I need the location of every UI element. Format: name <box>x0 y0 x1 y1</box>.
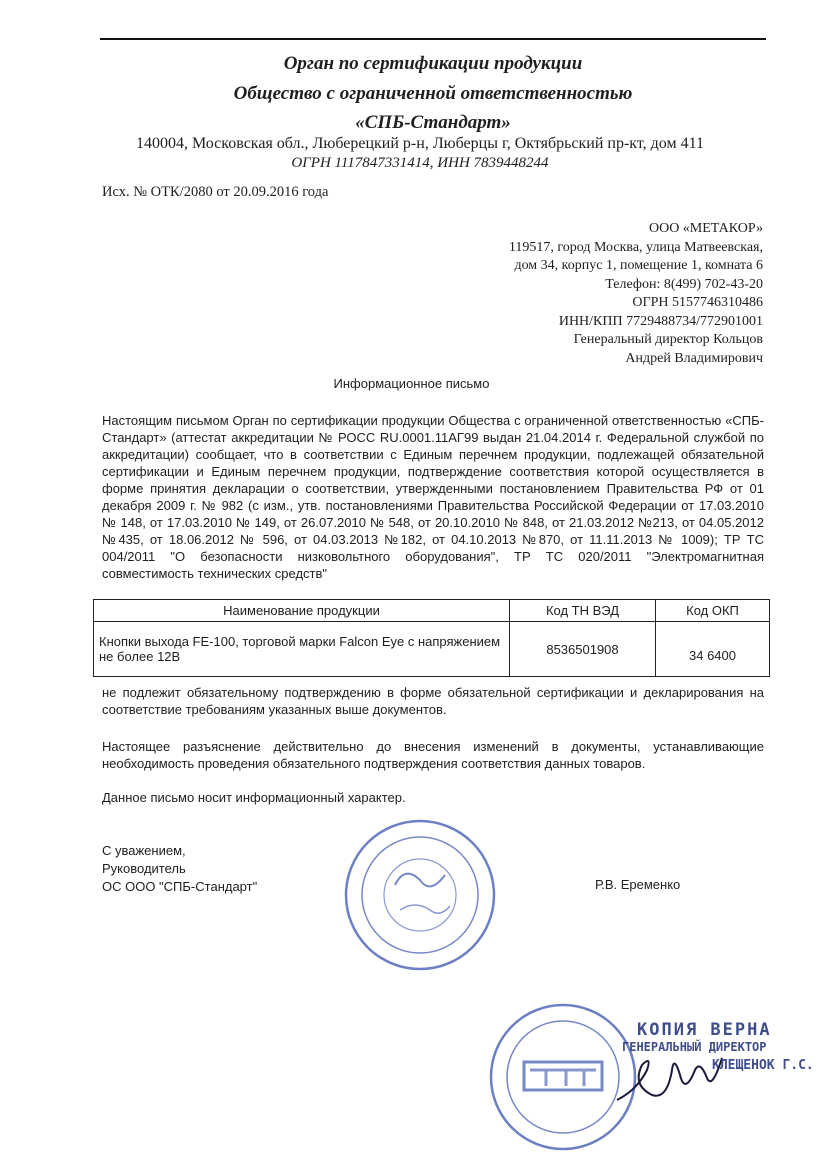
org-line-3: «СПБ-Стандарт» <box>355 112 511 133</box>
paragraph-exemption: не подлежит обязательному подтверждению в форме обязательной сертификации и декларирования на соответствие требованиям указанных выше документов. <box>102 685 764 717</box>
paragraph-validity: Настоящее разъяснение действительно до внесения изменений в документы, устанавливающие необходимость проведения обязательного подтверждения соответствия данных товаров. <box>102 739 764 771</box>
recipient-block <box>509 220 763 368</box>
signature-regards: С уважением, <box>102 843 186 858</box>
letter-body: Настоящим письмом Орган по сертификации продукции Общества с ограниченной ответственностью «СПБ-Стандарт» (аттестат аккредитации № РОСС RU.0001.11АГ99 выдан 21.04.2014 г. Федеральной службой по аккредитации) сообщает, что в соответствии с Единым перечнем продукции, подлежащей обязательной сертификации и Единым перечнем продукции, подтверждение соответствия которой осуществляется в форме принятия декларации о соответствии, утвержденными постановлением Правительства РФ от 01 декабря 2009 г. № 982 (с изм., утв. постановлениями Правительства Российской Федерации от 17.03.2010 № 148, от 17.03.2010 № 149, от 26.07.2010 № 548, от 20.10.2010 № 848, от 21.03.2012 №213, от 04.05.2012 №435, от 18.06.2012 № 596, от 04.03.2013 №182, от 04.10.2013 №870, от 11.11.2013 № 1009); ТР ТС 004/2011 "О безопасности низковольтного оборудования", ТР ТС 020/2011 "Электромагнитная совместимость технических средств" <box>102 413 764 581</box>
signer-name: Р.В. Еременко <box>595 877 681 892</box>
recipient-line: ОГРН 5157746310486 <box>632 295 763 310</box>
col-header-tnved: Код ТН ВЭД <box>510 600 656 622</box>
recipient-line: ООО «МЕТАКОР» <box>648 221 763 236</box>
table-row <box>94 622 770 677</box>
cell-tnved: 8536501908 <box>510 622 656 677</box>
outgoing-reference: Исх. № ОТК/2080 от 20.09.2016 года <box>102 184 329 200</box>
org-line-1: Орган по сертификации продукции <box>283 53 583 74</box>
org-line-2: Общество с ограниченной ответственностью <box>233 83 633 104</box>
handwritten-signature <box>612 1045 732 1115</box>
paragraph-informational: Данное письмо носит информационный характер. <box>102 790 406 805</box>
recipient-line: дом 34, корпус 1, помещение 1, комната 6 <box>514 258 763 273</box>
recipient-line: Генеральный директор Кольцов <box>573 332 763 347</box>
org-address: 140004, Московская обл., Люберецкий р-н, Люберцы г, Октябрьский пр-кт, дом 411 <box>135 135 705 152</box>
cell-product-name: Кнопки выхода FE-100, торговой марки Falcon Eye с напряжением не более 12В <box>94 622 510 677</box>
cell-okp: 34 6400 <box>656 622 770 677</box>
org-ogrn: ОГРН 1117847331414, ИНН 7839448244 <box>291 155 549 171</box>
recipient-line: 119517, город Москва, улица Матвеевская, <box>508 239 763 255</box>
signature-org: ОС ООО "СПБ-Стандарт" <box>102 879 258 894</box>
certification-seal-stamp <box>340 815 500 975</box>
product-table <box>93 599 770 677</box>
letter-title: Информационное письмо <box>333 376 490 391</box>
copy-stamp-line-1: КОПИЯ ВЕРНА <box>637 1020 772 1040</box>
signature-block <box>102 842 257 896</box>
recipient-line: Андрей Владимирович <box>625 350 763 366</box>
copy-stamp-line-2: ГЕНЕРАЛЬНЫЙ ДИРЕКТОР <box>622 1040 767 1054</box>
signature-position: Руководитель <box>102 861 186 876</box>
header-rule <box>100 38 766 40</box>
col-header-okp: Код ОКП <box>656 600 770 622</box>
recipient-line: Телефон: 8(499) 702-43-20 <box>605 276 763 292</box>
col-header-name: Наименование продукции <box>94 600 510 622</box>
recipient-line: ИНН/КПП 7729488734/772901001 <box>558 313 763 329</box>
copy-stamp-line-3: КЛЕЩЕНОК Г.С. <box>712 1058 814 1073</box>
